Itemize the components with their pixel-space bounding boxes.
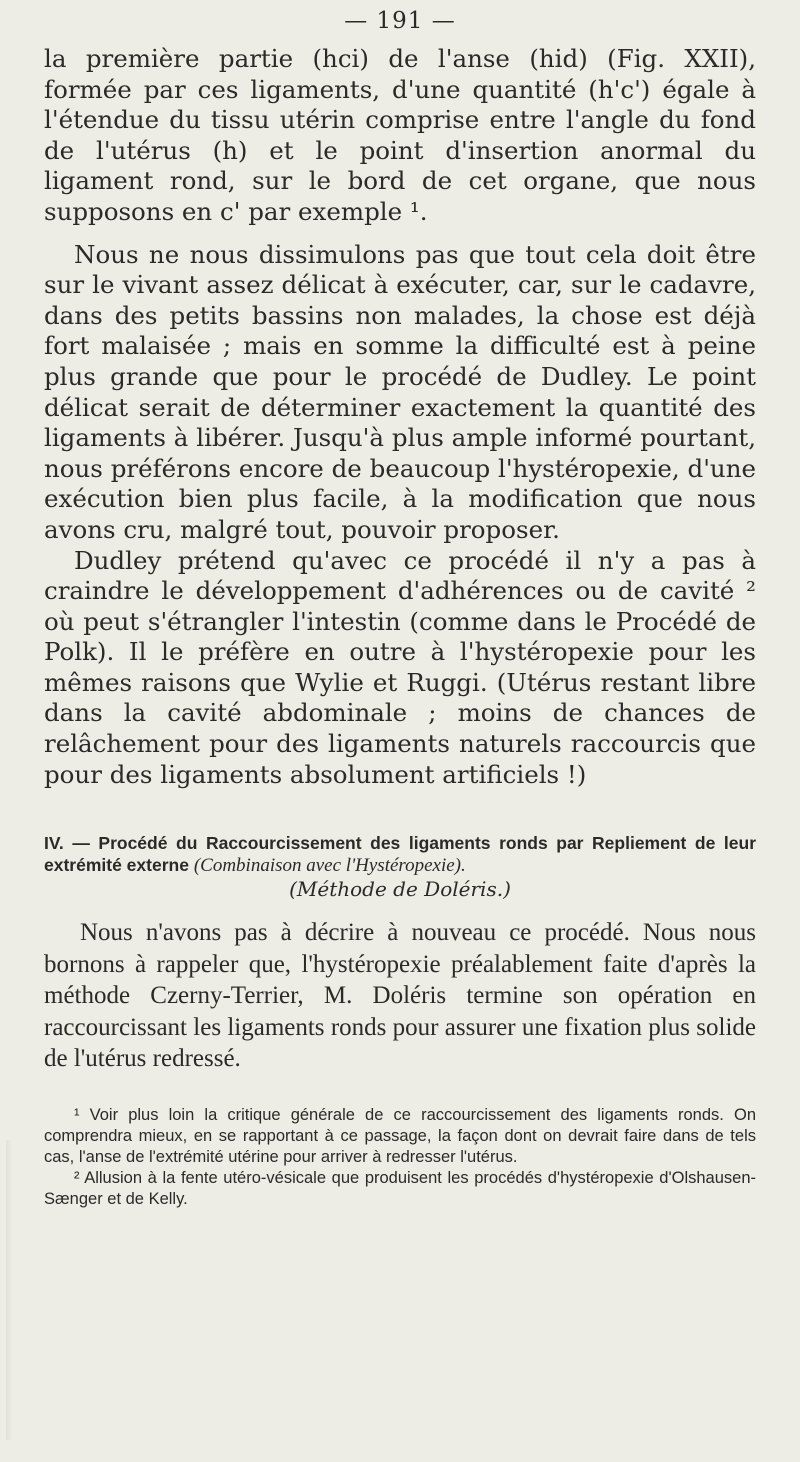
- page-edge-shadow: [6, 1140, 12, 1440]
- paragraph-gap: [44, 228, 756, 240]
- section-body: Nous n'avons pas à décrire à nouveau ce procédé. Nous nous bornons à rappeler que, l'hystéropexie préalablement faite d'après la méthode Czerny-Terrier, M. Doléris termine son opération en raccourcissant les ligaments ronds pour assurer une fixation plus solide de l'utérus redressé.: [44, 919, 756, 1073]
- paragraph-2: Nous ne nous dissimulons pas que tout cela doit être sur le vivant assez délicat à exécuter, car, sur le cadavre, dans des petits bassins non malades, la chose est déjà fort malaisée ; mais en somme la difficulté est à peine plus grande que pour le procédé de Dudley. Le point délicat serait de déterminer exactement la quantité des ligaments à libérer. Jusqu'à plus ample informé pourtant, nous préférons encore de beaucoup l'hystéropexie, d'une exécution bien plus facile, à la modification que nous avons cru, malgré tout, pouvoir proposer.: [44, 239, 756, 544]
- page-number: — 191 —: [344, 8, 456, 34]
- footnote-1: ¹ Voir plus loin la critique générale de ce raccourcissement des ligaments ronds. On comprendra mieux, en se rapportant à ce passage, la façon dont on devrait faire dans de tels cas, l'anse de l'extrémité utérine pour arriver à redresser l'utérus.: [44, 1105, 756, 1166]
- section-heading-title: IV. — Procédé du Raccourcissement des ligaments ronds par Repliement de leur extrémité externe: [44, 833, 756, 876]
- footnotes: [44, 1105, 756, 1210]
- paragraph-1: la première partie (hci) de l'anse (hid) (Fig. XXII), formée par ces ligaments, d'une quantité (h'c') égale à l'étendue du tissu utérin comprise entre l'angle du fond de l'utérus (h) et le point d'insertion anormal du ligament rond, sur le bord de cet organe, que nous supposons en c' par exemple ¹.: [44, 44, 756, 226]
- paragraph-3: Dudley prétend qu'avec ce procédé il n'y a pas à craindre le développement d'adhérences ou de cavité ² où peut s'étrangler l'intestin (comme dans le Procédé de Polk). Il le préfère en outre à l'hystéropexie pour les mêmes raisons que Wylie et Ruggi. (Utérus restant libre dans la cavité abdominale ; moins de chances de relâchement pour des ligaments naturels raccourcis que pour des ligaments absolument artificiels !): [44, 545, 756, 789]
- page-content: [44, 44, 756, 1210]
- section-heading: [44, 832, 756, 877]
- footnote-2: ² Allusion à la fente utéro-vésicale que produisent les procédés d'hystéropexie d'Olshausen-Sænger et de Kelly.: [44, 1168, 756, 1208]
- section-heading-subtitle: (Combinaison avec l'Hystéropexie).: [193, 855, 466, 877]
- method-attribution: (Méthode de Doléris.): [289, 877, 511, 902]
